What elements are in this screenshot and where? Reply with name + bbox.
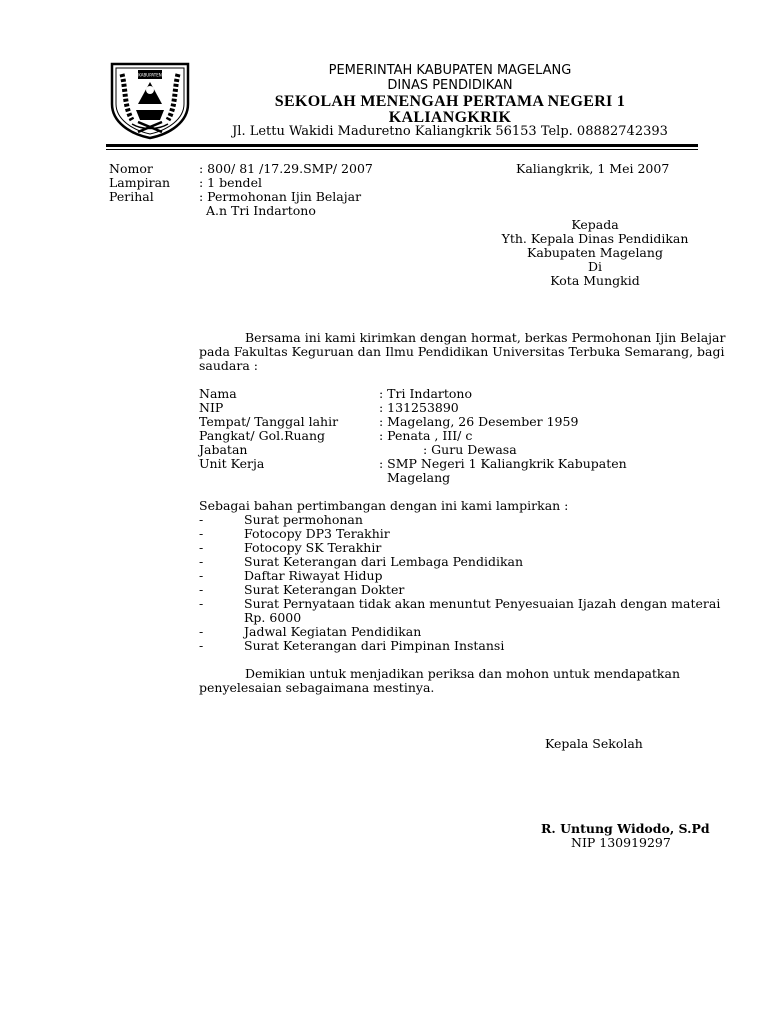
recipient-line1: Kepada bbox=[571, 217, 619, 232]
svg-text:KABUPATEN: KABUPATEN bbox=[138, 72, 162, 78]
nama-value: : Tri Indartono bbox=[379, 386, 473, 401]
attachment-item-continuation: Rp. 6000 bbox=[244, 610, 302, 625]
attachment-dash: - bbox=[199, 540, 204, 555]
jabatan-label: Jabatan bbox=[199, 442, 248, 457]
nomor-value: : 800/ 81 /17.29.SMP/ 2007 bbox=[199, 161, 373, 176]
pangkat-label: Pangkat/ Gol.Ruang bbox=[199, 428, 326, 443]
intro-line2: pada Fakultas Keguruan dan Ilmu Pendidikan Universitas Terbuka Semarang, bagi bbox=[199, 344, 725, 359]
signature-title: Kepala Sekolah bbox=[545, 736, 643, 751]
perihal-label: Perihal bbox=[109, 189, 154, 204]
letterhead-department: DINAS PENDIDIKAN bbox=[387, 78, 513, 93]
attachment-dash: - bbox=[199, 512, 204, 527]
pangkat-value: : Penata , III/ c bbox=[379, 428, 473, 443]
perihal-value: : Permohonan Ijin Belajar bbox=[199, 189, 362, 204]
attachment-dash: - bbox=[199, 596, 204, 611]
unit-kerja-label: Unit Kerja bbox=[199, 456, 265, 471]
lampiran-label: Lampiran bbox=[109, 175, 171, 190]
closing-line1: Demikian untuk menjadikan periksa dan mohon untuk mendapatkan bbox=[245, 666, 680, 681]
letterhead-government: PEMERINTAH KABUPATEN MAGELANG bbox=[328, 63, 572, 78]
unit-kerja-value-line2: Magelang bbox=[387, 470, 451, 485]
attachment-item: Surat Pernyataan tidak akan menuntut Penyesuaian Ijazah dengan materai bbox=[244, 596, 721, 611]
regency-emblem-logo bbox=[108, 60, 192, 140]
letterhead-address: Jl. Lettu Wakidi Maduretno Kaliangkrik 56153 Telp. 08882742393 bbox=[232, 124, 668, 139]
ttl-label: Tempat/ Tanggal lahir bbox=[199, 414, 339, 429]
attachment-dash: - bbox=[199, 582, 204, 597]
attachment-dash: - bbox=[199, 638, 204, 653]
attachment-item: Fotocopy DP3 Terakhir bbox=[244, 526, 390, 541]
intro-line1: Bersama ini kami kirimkan dengan hormat, berkas Permohonan Ijin Belajar bbox=[245, 330, 726, 345]
nama-label: Nama bbox=[199, 386, 237, 401]
nip-label: NIP bbox=[199, 400, 224, 415]
jabatan-value: : Guru Dewasa bbox=[423, 442, 517, 457]
signature-name: R. Untung Widodo, S.Pd bbox=[541, 821, 710, 836]
attachment-dash: - bbox=[199, 554, 204, 569]
attachment-item: Jadwal Kegiatan Pendidikan bbox=[244, 624, 422, 639]
letterhead-rule-thick bbox=[106, 144, 698, 147]
closing-line2: penyelesaian sebagaimana mestinya. bbox=[199, 680, 435, 695]
attachment-item: Fotocopy SK Terakhir bbox=[244, 540, 382, 555]
intro-line3: saudara : bbox=[199, 358, 258, 373]
lampiran-value: : 1 bendel bbox=[199, 175, 262, 190]
attachment-item: Surat Keterangan dari Pimpinan Instansi bbox=[244, 638, 505, 653]
recipient-line4: Di bbox=[587, 259, 603, 274]
recipient-line2: Yth. Kepala Dinas Pendidikan bbox=[501, 231, 689, 246]
letterhead-school-name: SEKOLAH MENENGAH PERTAMA NEGERI 1 bbox=[274, 93, 626, 110]
attachment-dash: - bbox=[199, 624, 204, 639]
attachment-item: Surat Keterangan Dokter bbox=[244, 582, 405, 597]
unit-kerja-value: : SMP Negeri 1 Kaliangkrik Kabupaten bbox=[379, 456, 627, 471]
attachment-dash: - bbox=[199, 568, 204, 583]
signature-nip: NIP 130919297 bbox=[571, 835, 671, 850]
place-date: Kaliangkrik, 1 Mei 2007 bbox=[516, 161, 670, 176]
attachment-item: Surat permohonan bbox=[244, 512, 363, 527]
ttl-value: : Magelang, 26 Desember 1959 bbox=[379, 414, 579, 429]
attachments-intro: Sebagai bahan pertimbangan dengan ini kami lampirkan : bbox=[199, 498, 569, 513]
letterhead-school-location: KALIANGKRIK bbox=[388, 109, 512, 126]
attachment-item: Surat Keterangan dari Lembaga Pendidikan bbox=[244, 554, 524, 569]
recipient-line5: Kota Mungkid bbox=[550, 273, 640, 288]
attachment-dash: - bbox=[199, 526, 204, 541]
attachment-item: Daftar Riwayat Hidup bbox=[244, 568, 383, 583]
nomor-label: Nomor bbox=[109, 161, 153, 176]
recipient-line3: Kabupaten Magelang bbox=[527, 245, 663, 260]
perihal-value-line2: A.n Tri Indartono bbox=[206, 203, 316, 218]
letterhead-rule-thin bbox=[106, 149, 698, 150]
nip-value: : 131253890 bbox=[379, 400, 459, 415]
